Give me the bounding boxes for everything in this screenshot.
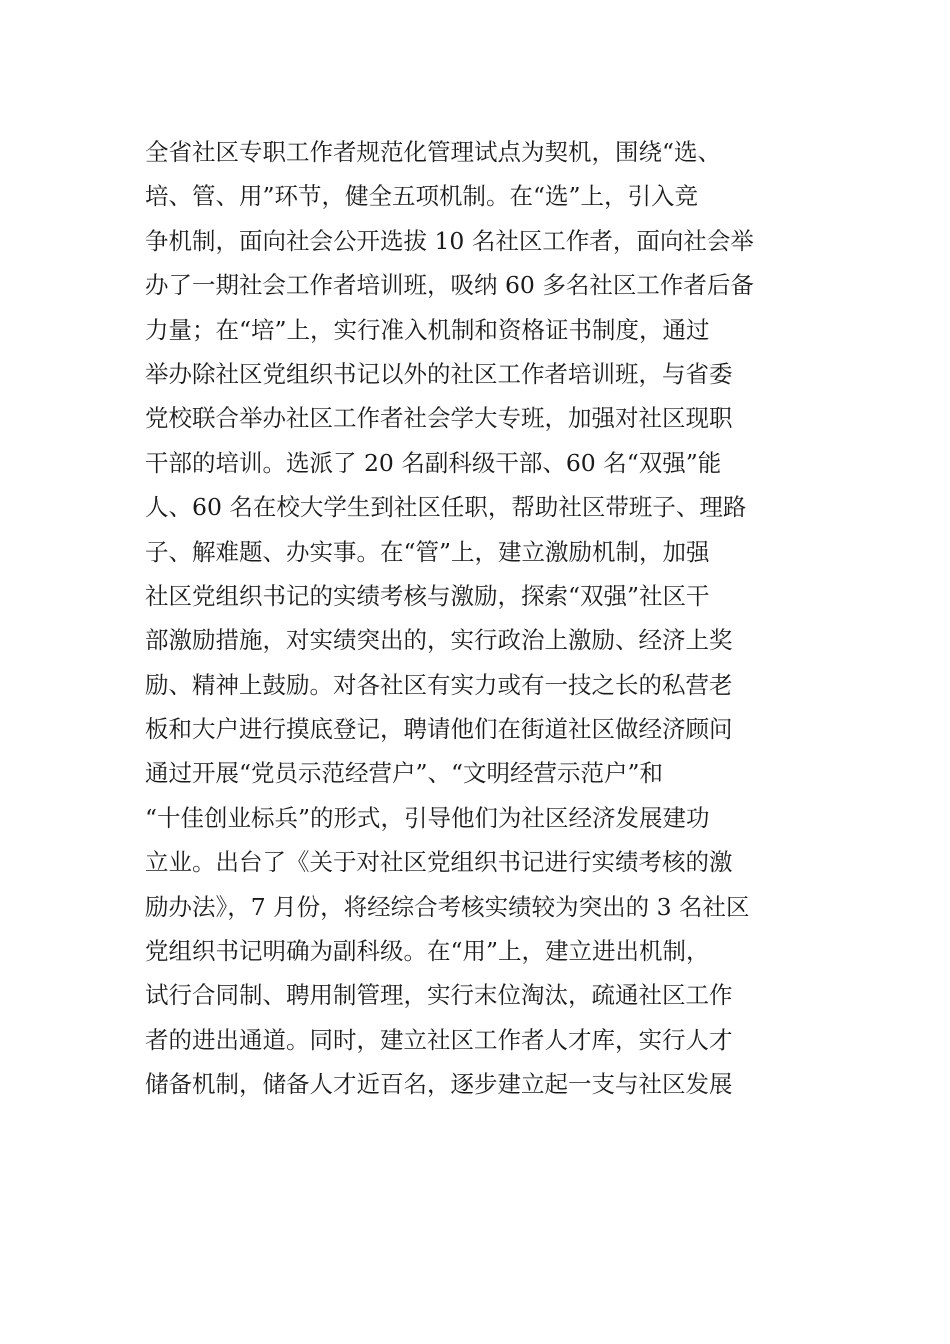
text-line: 全省社区专职工作者规范化管理试点为契机，围绕“选、 xyxy=(145,138,722,166)
text-line: 人、60 名在校大学生到社区任职，帮助社区带班子、理路 xyxy=(145,493,747,522)
text-line: 储备机制，储备人才近百名，逐步建立起一支与社区发展 xyxy=(145,1070,733,1099)
text-line: 党校联合举办社区工作者社会学大专班，加强对社区现职 xyxy=(145,404,733,433)
text-line: 争机制，面向社会公开选拔 10 名社区工作者，面向社会举 xyxy=(145,226,754,255)
text-line: 部激励措施，对实绩突出的，实行政治上激励、经济上奖 xyxy=(145,626,733,655)
text-line: 举办除社区党组织书记以外的社区工作者培训班，与省委 xyxy=(145,359,733,388)
text-line: 板和大户进行摸底登记，聘请他们在街道社区做经济顾问 xyxy=(145,715,733,744)
text-line: 通过开展“党员示范经营户”、“文明经营示范户”和 xyxy=(145,759,664,788)
text-line: 者的进出通道。同时，建立社区工作者人才库，实行人才 xyxy=(145,1025,733,1054)
text-line: “十佳创业标兵”的形式，引导他们为社区经济发展建功 xyxy=(145,803,710,832)
text-line: 试行合同制、聘用制管理，实行末位淘汰，疏通社区工作 xyxy=(145,981,733,1010)
body-paragraph xyxy=(145,130,825,1107)
text-line: 励、精神上鼓励。对各社区有实力或有一技之长的私营老 xyxy=(145,670,733,699)
text-line: 立业。出台了《关于对社区党组织书记进行实绩考核的激 xyxy=(145,848,733,877)
text-line: 子、解难题、办实事。在“管”上，建立激励机制，加强 xyxy=(145,537,710,566)
text-line: 办了一期社会工作者培训班，吸纳 60 多名社区工作者后备 xyxy=(145,271,754,300)
text-line: 干部的培训。选派了 20 名副科级干部、60 名“双强”能 xyxy=(145,448,722,477)
text-line: 励办法》，7 月份，将经综合考核实绩较为突出的 3 名社区 xyxy=(145,892,750,921)
text-line: 力量；在“培”上，实行准入机制和资格证书制度，通过 xyxy=(145,315,710,344)
text-line: 社区党组织书记的实绩考核与激励，探索“双强”社区干 xyxy=(145,581,710,610)
text-line: 党组织书记明确为副科级。在“用”上，建立进出机制， xyxy=(145,937,710,966)
text-line: 培、管、用”环节，健全五项机制。在“选”上，引入竞 xyxy=(145,182,699,211)
